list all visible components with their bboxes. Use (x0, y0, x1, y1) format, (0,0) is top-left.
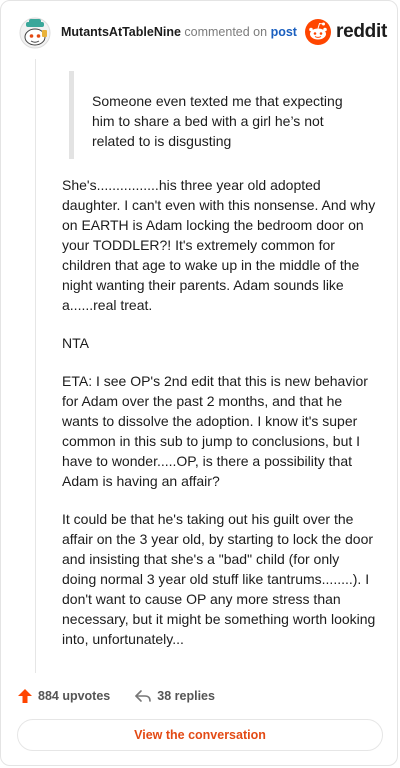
view-conversation-button[interactable]: View the conversation (17, 719, 383, 751)
thread-line (35, 59, 36, 673)
comment-actions (17, 685, 215, 707)
quoted-text: Someone even texted me that expecting him to share a bed with a girl he’s not related to is disgusting (69, 71, 369, 159)
comment-paragraph: It could be that he's taking out his guilt over the affair on the 3 year old, by starting to lock the door and insisting that she's a "bad" child (for only doing normal 3 year old stuff like tantrums........). I don't want to cause OP any more stress than necessary, but it might be something worth looking into, unfortunately... (62, 511, 376, 647)
snoo-avatar-icon[interactable] (19, 17, 51, 49)
brand-name: reddit (336, 21, 387, 42)
comment-body (62, 175, 376, 667)
reddit-brand[interactable] (305, 18, 387, 46)
reddit-logo-icon (305, 19, 331, 45)
upvote-arrow-icon (17, 688, 33, 704)
reply-count: 38 replies (157, 689, 215, 703)
comment-paragraph: She's................his three year old adopted daughter. I can't even with this nonsense. And why on EARTH is Adam locking the bedroom door on your TODDLER?! It's extremely common for children that age to wake up in the middle of the night wanting their parents. Adam sounds like a......real treat. (62, 177, 376, 313)
comment-paragraph: ETA: I see OP's 2nd edit that this is new behavior for Adam over the past 2 months, and that he wants to dissolve the adoption. I know it's super common in this sub to jump to conclusions, but I have to wonder.....OP, is there a possibility that Adam is having an affair? (62, 373, 368, 489)
comment-paragraph: NTA (62, 335, 89, 351)
comment-meta (61, 25, 297, 39)
username-link[interactable]: MutantsAtTableNine (61, 25, 181, 39)
replies-button[interactable] (134, 688, 215, 704)
reply-arrow-icon (134, 688, 152, 704)
upvote-count: 884 upvotes (38, 689, 111, 703)
post-link[interactable]: post (270, 25, 297, 39)
comment-header (15, 15, 387, 53)
upvote-button[interactable] (17, 688, 110, 704)
action-text: commented on (184, 25, 268, 39)
